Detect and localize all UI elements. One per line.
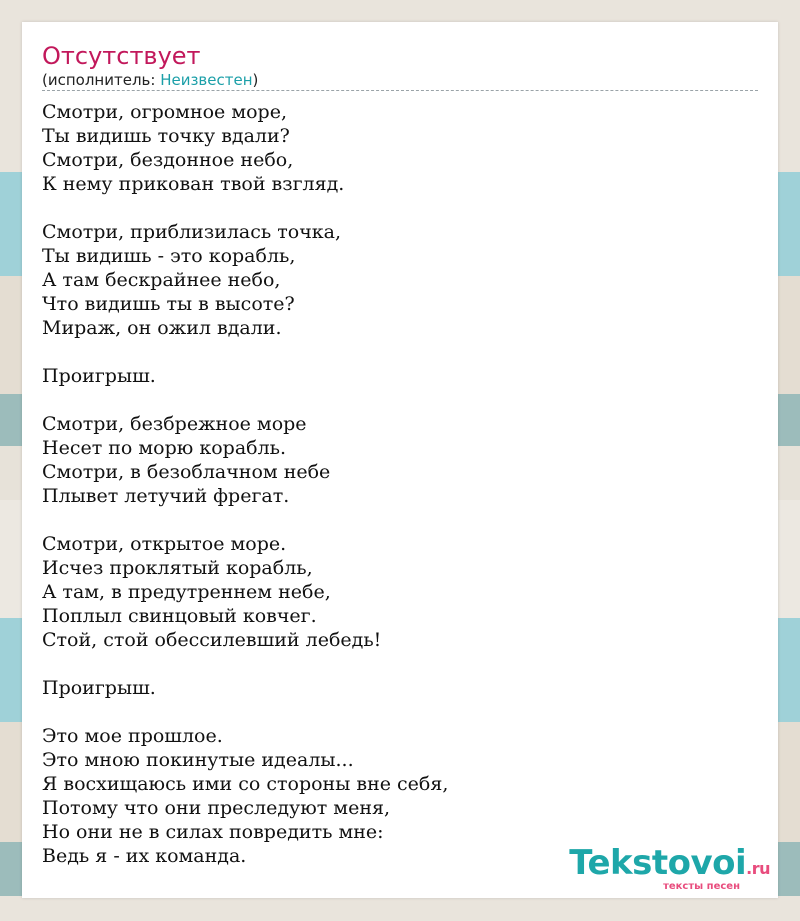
lyric-line: Смотри, безбрежное море	[42, 413, 307, 435]
lyric-line	[42, 652, 448, 676]
lyric-line: Смотри, в безоблачном небе	[42, 461, 331, 483]
lyric-line	[42, 508, 448, 532]
lyric-line: К нему прикован твой взгляд.	[42, 173, 345, 195]
lyric-line: Это мною покинутые идеалы...	[42, 749, 354, 771]
lyric-line: Но они не в силах повредить мне:	[42, 821, 384, 843]
lyrics-card	[22, 22, 778, 898]
lyric-line: Это мое прошлое.	[42, 725, 223, 747]
logo-tagline: тексты песен	[663, 881, 740, 892]
lyric-line: Смотри, открытое море.	[42, 533, 287, 555]
lyric-line	[42, 340, 448, 364]
lyric-line: Мираж, он ожил вдали.	[42, 317, 282, 339]
lyric-line	[42, 196, 448, 220]
lyric-line: А там бескрайнее небо,	[42, 269, 281, 291]
lyric-line: Я восхищаюсь ими со стороны вне себя,	[42, 773, 449, 795]
lyric-line: Проигрыш.	[42, 365, 156, 387]
lyrics-text	[42, 100, 448, 868]
lyric-line: Исчез проклятый корабль,	[42, 557, 313, 579]
logo-name: Tekstovoi	[569, 843, 747, 883]
lyric-line: Что видишь ты в высоте?	[42, 293, 295, 315]
lyric-line	[42, 388, 448, 412]
lyric-line: Стой, стой обессилевший лебедь!	[42, 629, 382, 651]
artist-suffix: )	[252, 71, 259, 89]
lyric-line: Смотри, огромное море,	[42, 101, 287, 123]
title-divider	[42, 90, 758, 91]
site-logo[interactable]	[569, 845, 770, 892]
lyric-line	[42, 700, 448, 724]
lyric-line: Ты видишь - это корабль,	[42, 245, 296, 267]
logo-tld: .ru	[746, 859, 770, 878]
lyric-line: Смотри, приблизилась точка,	[42, 221, 342, 243]
lyric-line: Смотри, бездонное небо,	[42, 149, 294, 171]
lyric-line: Проигрыш.	[42, 677, 156, 699]
artist-prefix: (исполнитель:	[42, 71, 161, 89]
lyric-line: Ты видишь точку вдали?	[42, 125, 290, 147]
lyric-line: Ведь я - их команда.	[42, 845, 247, 867]
song-title: Отсутствует	[42, 42, 201, 70]
lyric-line: Несет по морю корабль.	[42, 437, 287, 459]
artist-line	[42, 71, 258, 89]
lyric-line: Поплыл свинцовый ковчег.	[42, 605, 317, 627]
lyric-line: А там, в предутреннем небе,	[42, 581, 331, 603]
lyric-line: Плывет летучий фрегат.	[42, 485, 290, 507]
lyric-line: Потому что они преследуют меня,	[42, 797, 391, 819]
artist-link[interactable]: Неизвестен	[160, 71, 253, 89]
